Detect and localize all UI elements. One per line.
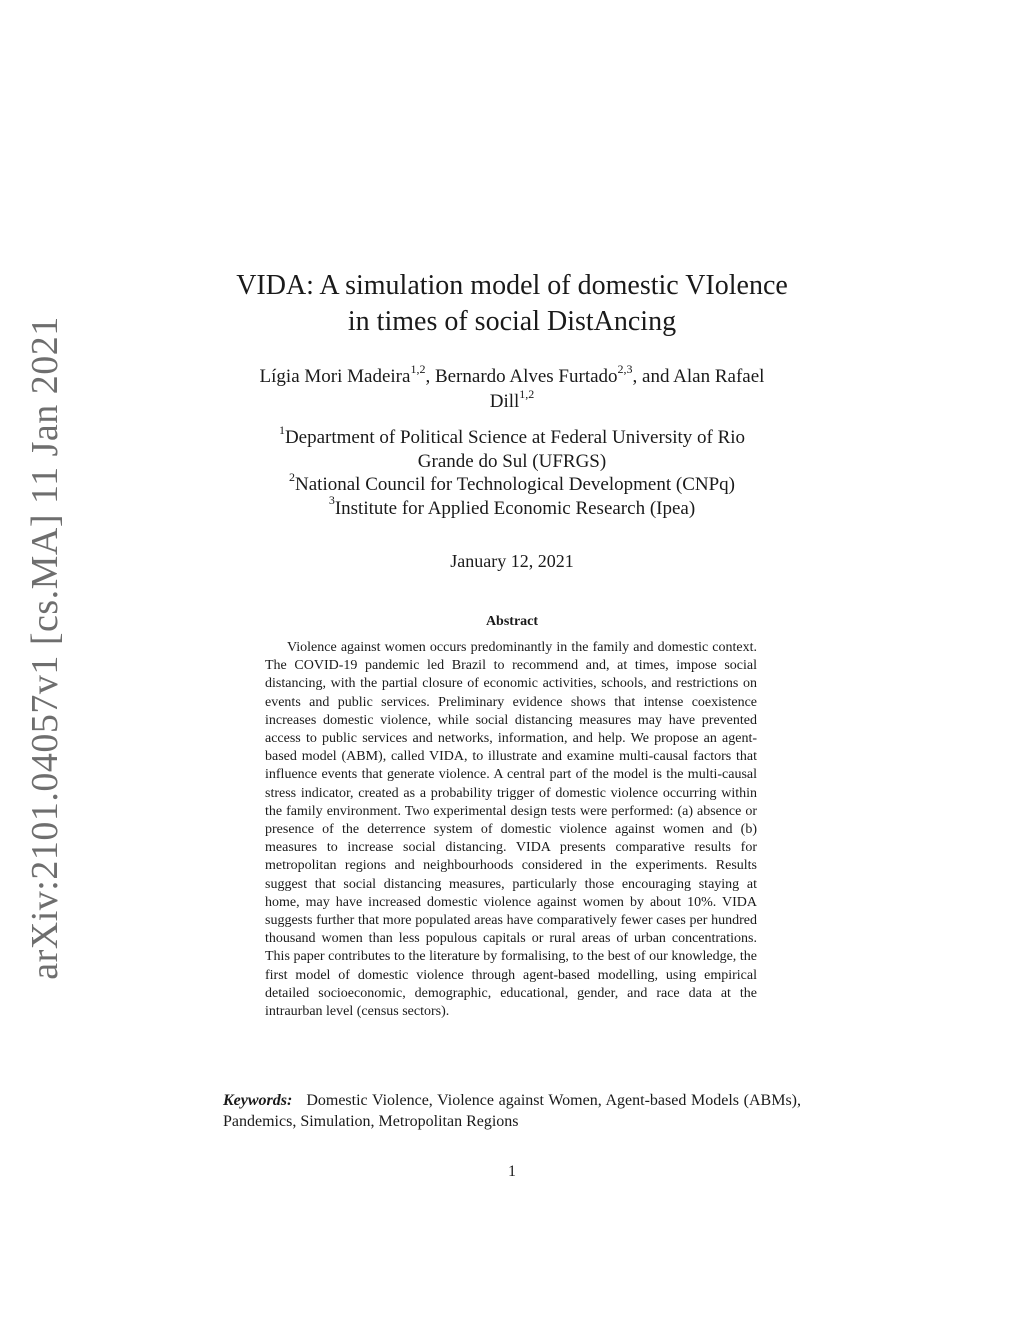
affiliation-2: [200, 469, 824, 497]
affiliation-2-mark: 2: [289, 469, 296, 484]
affiliation-1: [200, 422, 824, 450]
arxiv-identifier-stamp: [20, 315, 70, 980]
affiliation-3: [200, 493, 824, 521]
page-number: 1: [508, 1163, 516, 1180]
author-1-name: Lígia Mori Madeira: [259, 366, 411, 387]
affiliation-list: [200, 422, 824, 520]
paper-title: [180, 268, 844, 340]
keywords-text: Domestic Violence, Violence against Women, Agent-based Models (ABMs), Pandemics, Simulation, Metropolitan Regions: [223, 1092, 801, 1130]
affiliation-3-mark: 3: [328, 493, 335, 508]
abstract-heading: Abstract: [485, 614, 539, 629]
author-2-name: , Bernardo Alves Furtado: [425, 366, 618, 387]
title-line-2: in times of social DistAncing: [347, 306, 677, 337]
author-2-affiliation-mark: 2,3: [617, 361, 633, 376]
keywords-paragraph: [223, 1090, 801, 1132]
affiliation-1-continued: Grande do Sul (UFRGS): [417, 450, 607, 472]
affiliation-1-mark: 1: [278, 422, 285, 437]
arxiv-identifier-text: arXiv:2101.04057v1 [cs.MA] 11 Jan 2021: [24, 315, 67, 980]
affiliation-3-text: Institute for Applied Economic Research (Ipea): [334, 497, 696, 519]
affiliation-1-text: Department of Political Science at Federal University of Rio: [284, 427, 746, 448]
title-line-1: VIDA: A simulation model of domestic VIolence: [236, 270, 788, 301]
abstract-text: Violence against women occurs predominantly in the family and domestic context. The COVID-19 pandemic led Brazil to recommend and, at times, impose social distancing, with the partial closure of economic activities, schools, and restrictions on events and public services. Preliminary evidence shows that intense coexistence increases domestic violence, while social distancing measures may have prevented access to public services and networks, information, and help. We propose an agent-based model (ABM), called VIDA, to illustrate and examine multi-causal factors that influence events that generate violence. A central part of the model is the multi-causal stress indicator, created as a probability trigger of domestic violence occurring within the family environment. Two experimental design tests were performed: (a) absence or presence of the deterrence system of domestic violence against women and (b) measures to increase social distancing. VIDA presents comparative results for metropolitan regions and neighbourhoods considered in the experiments. Results suggest that social distancing measures, particularly those encouraging staying at home, may have increased domestic violence against women by about 10%. VIDA suggests further that more populated areas have comparatively fewer cases per hundred thousand women than less populous capitals or rural areas of urban concentrations. This paper contributes to the literature by formalising, to the best of our knowledge, the first model of domestic violence through agent-based modelling, using empirical detailed socioeconomic, demographic, educational, gender, and race data at the intraurban level (census sectors).: [265, 640, 757, 1020]
author-3-name-continued: Dill: [489, 391, 520, 412]
author-3-name: , and Alan Rafael: [632, 366, 765, 387]
author-1-affiliation-mark: 1,2: [410, 361, 426, 376]
author-3-affiliation-mark: 1,2: [519, 386, 535, 401]
author-list: [200, 361, 824, 414]
affiliation-2-text: National Council for Technological Development (CNPq): [295, 474, 735, 495]
author-line-2: [200, 386, 824, 414]
author-line-1: [200, 361, 824, 389]
keywords-label: Keywords:: [223, 1092, 293, 1109]
publication-date: January 12, 2021: [450, 551, 574, 571]
